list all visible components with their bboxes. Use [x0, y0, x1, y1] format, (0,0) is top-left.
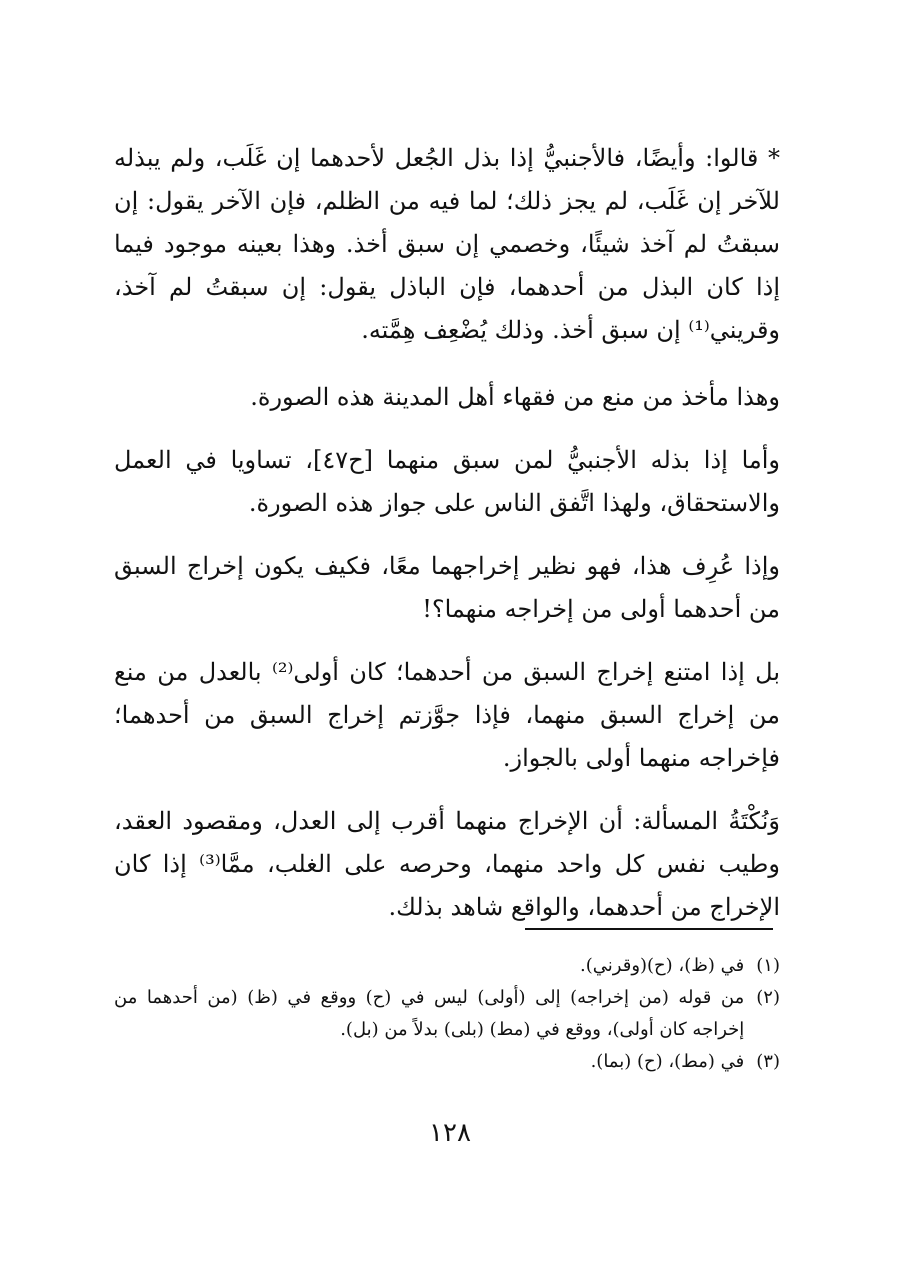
paragraph-5: بل إذا امتنع إخراج السبق من أحدهما؛ كان أولى⁽²⁾ بالعدل من منع من إخراج السبق منهما، فإذا جوَّزتم إخراج السبق من أحدهما؛ فإخراجه منهما أولى بالجواز. [114, 658, 781, 772]
footnote-number: (٢) [756, 987, 780, 1008]
footnote-number: (٣) [756, 1051, 780, 1072]
paragraph-2: وهذا مأخذ من منع من فقهاء أهل المدينة هذه الصورة. [250, 383, 780, 411]
paragraph-6: وَنُكْتَةُ المسألة: أن الإخراج منهما أقرب إلى العدل، ومقصود العقد، وطيب نفس كل واحد منهما، وحرصه على الغلب، ممَّا⁽³⁾ إذا كان الإخراج من أحدهما، والواقع شاهد بذلك. [114, 807, 780, 921]
footnote-3 [114, 1046, 780, 1078]
footnote-2 [114, 982, 780, 1046]
footnote-text: في (مط)، (ح) (بما). [590, 1051, 745, 1072]
footnote-text: من قوله (من إخراجه) إلى (أولى) ليس في (ح) ووقع في (ظ) (من أحدهما من إخراجه كان أولى)، ووقع في (مط) (بلى) بدلاً من (بل). [114, 987, 745, 1040]
paragraph-3: وأما إذا بذله الأجنبيُّ لمن سبق منهما [ح٤٧]، تساويا في العمل والاستحقاق، ولهذا اتَّفق الناس على جواز هذه الصورة. [114, 446, 780, 517]
paragraph-1: * قالوا: وأيضًا، فالأجنبيُّ إذا بذل الجُعل لأحدهما إن غَلَب، ولم يبذله للآخر إن غَلَب، لم يجز ذلك؛ لما فيه من الظلم، فإن الآخر يقول: إن سبقتُ لم آخذ شيئًا، وخصمي إن سبق أخذ. وهذا بعينه موجود فيما إذا كان البذل من أحدهما، فإن الباذل يقول: إن سبقتُ لم آخذ، وقريني⁽¹⁾ إن سبق أخذ. وذلك يُضْعِف هِمَّته. [114, 144, 780, 344]
footnote-text: في (ظ)، (ح)(وقرني). [580, 955, 745, 976]
page-number: ١٢٨ [429, 1118, 471, 1148]
paragraph-4: وإذا عُرِف هذا، فهو نظير إخراجهما معًا، فكيف يكون إخراج السبق من أحدهما أولى من إخراجه منهما؟! [114, 552, 780, 623]
footnote-separator [525, 928, 773, 930]
footnote-1 [114, 950, 780, 982]
footnotes [114, 950, 780, 1078]
main-text [114, 137, 780, 949]
footnote-number: (١) [756, 955, 780, 976]
